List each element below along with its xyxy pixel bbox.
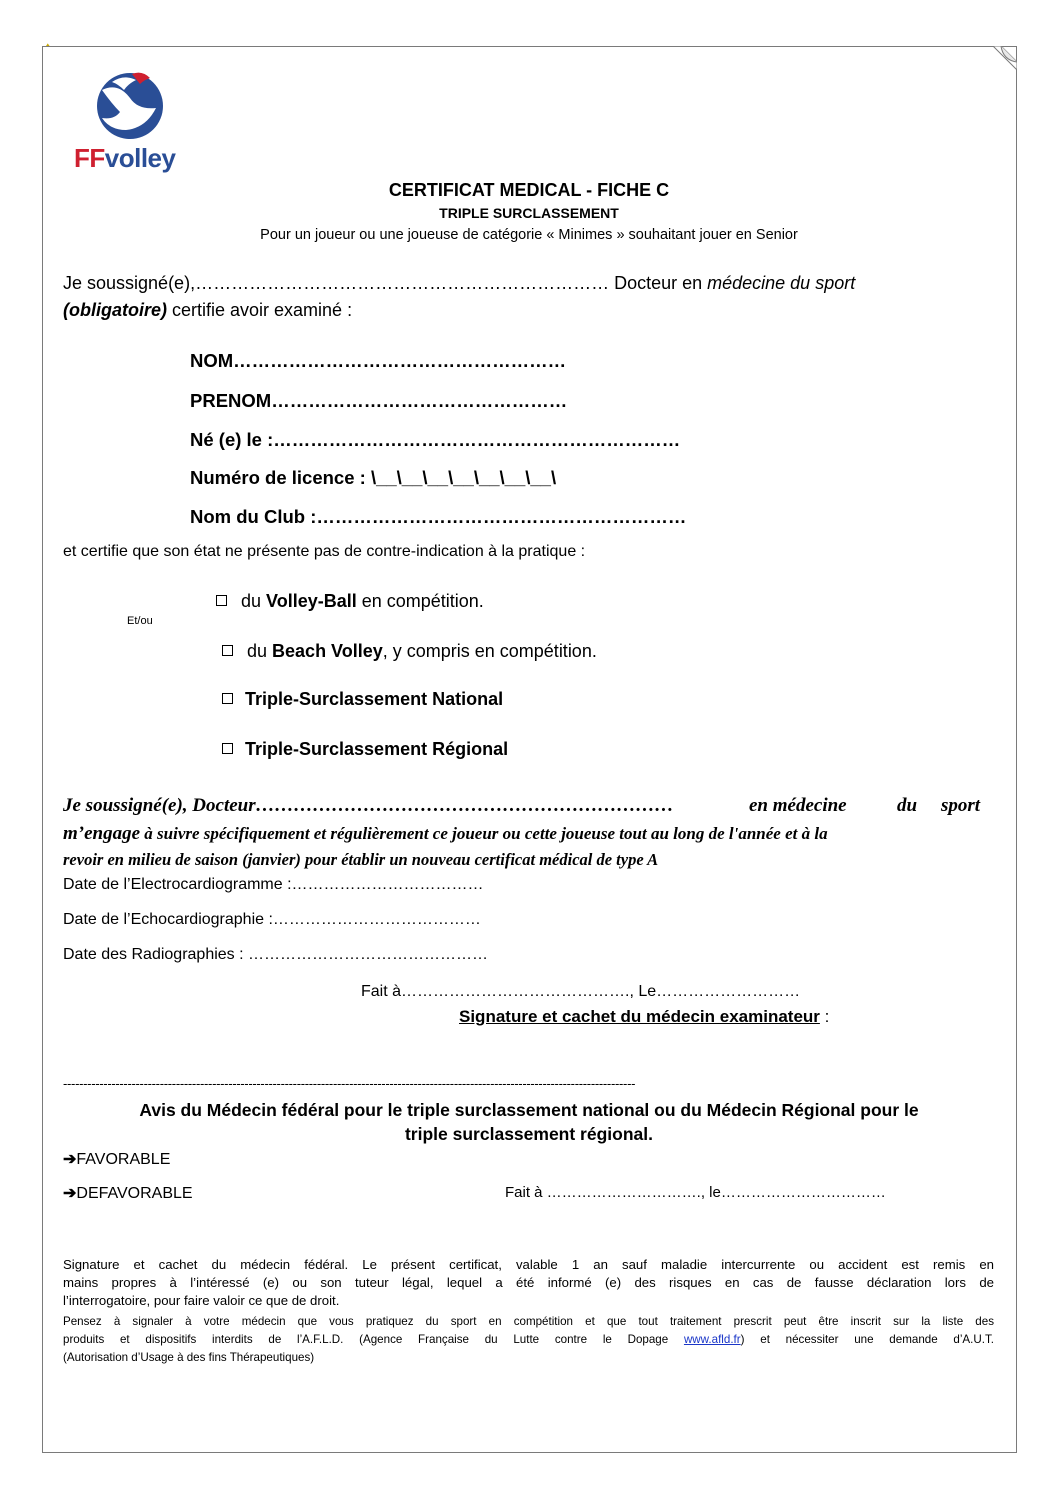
brand-ff: FF (74, 143, 105, 173)
signature-colon: : (819, 1007, 830, 1026)
option-regional-label: Triple-Surclassement Régional (245, 739, 509, 759)
page-curl-icon (993, 46, 1017, 70)
footer-paragraph-2 (63, 1313, 994, 1367)
defavorable-option[interactable] (63, 1183, 193, 1203)
afld-link[interactable]: www.afld.fr (683, 1333, 741, 1346)
brand-name (74, 143, 175, 174)
engagement-rest: à suivre spécifiquement et régulièrement ce joueur ou cette joueuse tout au long de l'année et à la (140, 824, 828, 843)
checkbox-icon[interactable] (222, 693, 233, 704)
declaration-suffix: certifie avoir examiné : (167, 300, 353, 320)
field-prenom[interactable]: PRENOM………………………………………… (190, 390, 568, 411)
option-beach-bold: Beach Volley (272, 641, 383, 661)
declaration-line-2 (63, 300, 352, 321)
option-beach-volley[interactable] (222, 641, 597, 662)
declaration-line (63, 273, 855, 294)
footer-p1-line-1: Signature et cachet du médecin fédéral. Le présent certificat, valable 1 an sauf maladie intercurrente ou accident est remis en (63, 1257, 994, 1272)
option-national-label: Triple-Surclassement National (245, 689, 504, 709)
intro-text: Pour un joueur ou une joueuse de catégorie « Minimes » souhaitant jouer en Senior (260, 227, 798, 243)
engagement-line-1: Je soussigné(e), Docteur………………………………………………………… (63, 795, 674, 816)
declaration-specialty: médecine du sport (707, 273, 856, 293)
option-volley-post: en compétition. (356, 591, 484, 611)
fait-field[interactable]: Fait à……………………………………., Le……………………… (361, 983, 801, 1000)
option-beach-post: , y compris en compétition. (382, 641, 597, 661)
footer-paragraph-1 (63, 1256, 994, 1310)
option-volley-bold: Volley-Ball (266, 591, 357, 611)
date-radio-field[interactable]: Date des Radiographies : ……………………………………… (63, 946, 488, 963)
avis-fait-field[interactable]: Fait à …………………………., le…………………………… (505, 1184, 886, 1201)
declaration-obligatory: (obligatoire) (63, 300, 167, 320)
engagement-lead: m’engage (63, 823, 141, 844)
option-volley-ball[interactable] (216, 591, 484, 612)
avis-line-1: Avis du Médecin fédéral pour le triple surclassement national ou du Médecin Régional pour le (139, 1100, 919, 1120)
option-beach-pre: du (247, 641, 273, 661)
favorable-label: FAVORABLE (76, 1151, 171, 1168)
option-volley-pre: du (241, 591, 267, 611)
checkbox-icon[interactable] (222, 743, 233, 754)
footer-p1-line-2: mains propres à l’intéressé (e) ou son tuteur légal, lequel a été informé (e) des risques en cas de fausse déclaration lors de (63, 1275, 994, 1290)
certify-text: et certifie que son état ne présente pas de contre-indication à la pratique : (63, 543, 586, 560)
field-club[interactable]: Nom du Club :…………………………………………………… (190, 506, 687, 527)
arrow-right-icon: ➔ (63, 1185, 77, 1202)
option-regional[interactable] (222, 739, 508, 760)
engagement-sport: sport (941, 795, 981, 816)
avis-line-2: triple surclassement régional. (404, 1124, 653, 1144)
footer-p2-text-b: ) et nécessiter une demande d’A.U.T. (740, 1333, 994, 1346)
footer-p2-line-2 (63, 1331, 994, 1349)
arrow-right-icon: ➔ (63, 1151, 77, 1168)
footer-p1-line-3: l’interrogatoire, pour faire valoir ce que de droit. (63, 1293, 340, 1308)
date-ecg-field[interactable]: Date de l’Electrocardiogramme :……………………………… (63, 876, 484, 893)
engagement-line-3: revoir en milieu de saison (janvier) pour établir un nouveau certificat médical de type A (63, 850, 659, 869)
defavorable-label: DEFAVORABLE (76, 1185, 193, 1202)
engagement-du: du (897, 795, 918, 816)
footer-p2-line-1: Pensez à signaler à votre médecin que vous pratiquez du sport en compétition et que tout traitement prescrit peut être inscrit sur la liste des (63, 1315, 994, 1328)
page-subtitle: TRIPLE SURCLASSEMENT (439, 205, 619, 221)
date-echo-field[interactable]: Date de l’Echocardiographie :………………………………… (63, 911, 481, 928)
field-birthdate[interactable]: Né (e) le :………………………………………………………… (190, 429, 681, 450)
checkbox-icon[interactable] (222, 645, 233, 656)
etou-label: Et/ou (127, 615, 153, 627)
favorable-option[interactable] (63, 1149, 170, 1169)
signature-text: Signature et cachet du médecin examinateur (459, 1007, 820, 1026)
checkbox-icon[interactable] (216, 595, 227, 606)
field-licence[interactable]: Numéro de licence : \__\__\__\__\__\__\__\ (190, 467, 557, 488)
declaration-prefix: Je soussigné(e),…………………………………………………………… Docteur en (63, 273, 708, 293)
engagement-medecine: en médecine (749, 795, 847, 816)
footer-p2-text-a: produits et dispositifs interdits de l’A.F.L.D. (Agence Française du Lutte contre le Dopage (63, 1333, 684, 1346)
footer-p2-line-3: (Autorisation d’Usage à des fins Thérapeutiques) (63, 1351, 315, 1364)
page-title: CERTIFICAT MEDICAL - FICHE C (388, 180, 670, 200)
option-national[interactable] (222, 689, 503, 710)
brand-volley: volley (104, 143, 176, 173)
separator: ---------------------------------------------------------------------------------------------------------------------------------------------- (63, 1076, 636, 1091)
signature-label (459, 1007, 829, 1027)
field-nom[interactable]: NOM……………………………………………… (190, 350, 567, 371)
document-page (42, 46, 1017, 1453)
engagement-line-2 (63, 823, 828, 845)
